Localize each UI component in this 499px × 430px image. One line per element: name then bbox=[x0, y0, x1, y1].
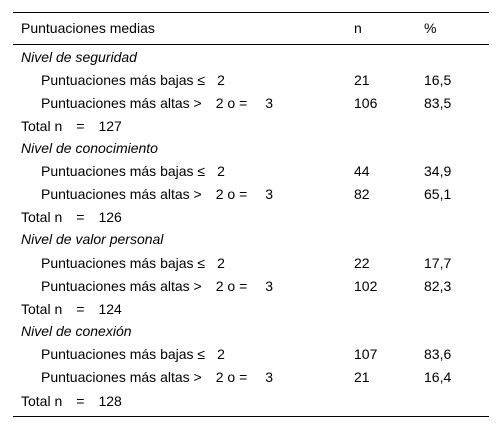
row-n: 22 bbox=[354, 255, 370, 271]
total-label: Total n bbox=[21, 393, 63, 409]
row-threshold: 2 bbox=[217, 163, 225, 179]
total-value: 124 bbox=[98, 301, 122, 317]
header-label: Puntuaciones medias bbox=[21, 20, 155, 36]
total-eq: = bbox=[76, 209, 85, 225]
row-label: Puntuaciones más altas > bbox=[41, 278, 202, 294]
table-row bbox=[13, 160, 489, 183]
section-title: Nivel de conocimiento bbox=[21, 140, 158, 156]
row-pct: 16,4 bbox=[424, 369, 452, 385]
total-value: 127 bbox=[98, 118, 122, 134]
row-n: 106 bbox=[354, 95, 378, 111]
row-threshold: 2 bbox=[217, 72, 225, 88]
table-top-rule bbox=[13, 12, 489, 13]
row-value: 3 bbox=[265, 369, 274, 385]
row-label: Puntuaciones más bajas ≤ bbox=[41, 72, 206, 88]
total-row bbox=[13, 390, 489, 413]
section-title-row bbox=[13, 320, 489, 343]
table-row bbox=[13, 366, 489, 389]
total-label: Total n bbox=[21, 301, 63, 317]
row-pct: 16,5 bbox=[424, 72, 452, 88]
row-label: Puntuaciones más bajas ≤ bbox=[41, 346, 206, 362]
table-header bbox=[13, 17, 489, 40]
table-row bbox=[13, 275, 489, 298]
total-label: Total n bbox=[21, 209, 63, 225]
row-label: Puntuaciones más bajas ≤ bbox=[41, 255, 206, 271]
section-title: Nivel de valor personal bbox=[21, 231, 164, 247]
row-pct: 82,3 bbox=[424, 278, 452, 294]
row-n: 107 bbox=[354, 346, 378, 362]
row-threshold: 2 o = bbox=[215, 278, 248, 294]
row-label: Puntuaciones más altas > bbox=[41, 95, 202, 111]
table-row bbox=[13, 183, 489, 206]
row-value: 3 bbox=[265, 278, 274, 294]
row-threshold: 2 o = bbox=[215, 95, 248, 111]
row-n: 102 bbox=[354, 278, 378, 294]
row-n: 44 bbox=[354, 163, 370, 179]
header-n: n bbox=[354, 20, 362, 36]
total-eq: = bbox=[76, 393, 85, 409]
row-label: Puntuaciones más altas > bbox=[41, 369, 202, 385]
total-row bbox=[13, 298, 489, 321]
total-value: 126 bbox=[98, 209, 122, 225]
row-threshold: 2 bbox=[217, 255, 225, 271]
total-label: Total n bbox=[21, 118, 63, 134]
section-title-row bbox=[13, 228, 489, 251]
total-row bbox=[13, 206, 489, 229]
row-threshold: 2 bbox=[217, 346, 225, 362]
row-n: 21 bbox=[354, 72, 370, 88]
total-value: 128 bbox=[98, 393, 122, 409]
table-header-rule bbox=[13, 44, 489, 45]
table-row bbox=[13, 343, 489, 366]
row-threshold: 2 o = bbox=[215, 186, 248, 202]
section-title-row bbox=[13, 46, 489, 69]
section-title: Nivel de seguridad bbox=[21, 49, 137, 65]
row-pct: 65,1 bbox=[424, 186, 452, 202]
row-label: Puntuaciones más bajas ≤ bbox=[41, 163, 206, 179]
total-eq: = bbox=[76, 301, 85, 317]
row-threshold: 2 o = bbox=[215, 369, 248, 385]
header-pct: % bbox=[424, 20, 437, 36]
row-label: Puntuaciones más altas > bbox=[41, 186, 202, 202]
row-value: 3 bbox=[265, 186, 274, 202]
row-value: 3 bbox=[265, 95, 274, 111]
row-pct: 83,6 bbox=[424, 346, 452, 362]
section-title: Nivel de conexión bbox=[21, 323, 132, 339]
total-row bbox=[13, 115, 489, 138]
row-n: 82 bbox=[354, 186, 370, 202]
row-pct: 34,9 bbox=[424, 163, 452, 179]
total-eq: = bbox=[76, 118, 85, 134]
table-row bbox=[13, 69, 489, 92]
table-row bbox=[13, 92, 489, 115]
row-n: 21 bbox=[354, 369, 370, 385]
table-row bbox=[13, 252, 489, 275]
section-title-row bbox=[13, 137, 489, 160]
row-pct: 17,7 bbox=[424, 255, 452, 271]
row-pct: 83,5 bbox=[424, 95, 452, 111]
table-bottom-rule bbox=[13, 416, 489, 417]
